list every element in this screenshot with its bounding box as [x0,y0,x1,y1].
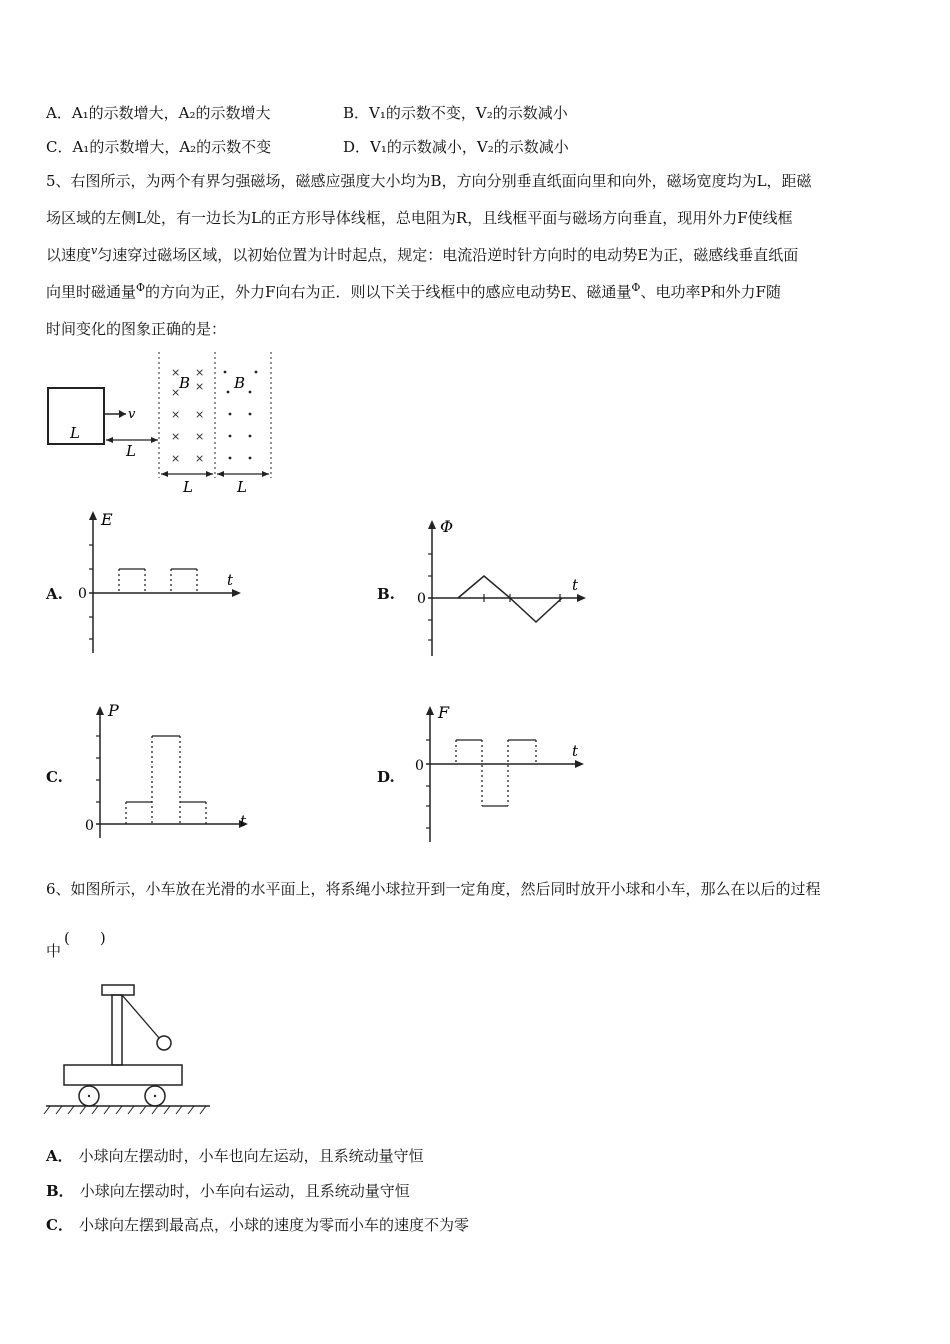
option-d-label: D. [377,768,395,786]
q6-stem: 6、如图所示，小车放在光滑的水平面上，将系绳小球拉开到一定角度，然后同时放开小球和小车，那么在以后的过程 [46,880,821,898]
q5-line-2: 场区域的左侧L处，有一边长为L的正方形导体线框，总电阻为R，且线框平面与磁场方向垂直，现用外力F使线框 [46,209,793,227]
svg-text:P: P [108,701,119,720]
width-label-2: L [237,478,247,496]
svg-text:×: × [171,408,181,421]
svg-text:×: × [171,452,181,465]
q6-stem-2: 中 [46,942,62,960]
graph-b [410,510,590,658]
q5-line-1: 5、右图所示，为两个有界匀强磁场，磁感应强度大小均为B，方向分别垂直纸面向里和向外，磁场宽度均为L，距磁 [46,172,812,190]
svg-text:×: × [195,430,205,443]
flux-symbol-2: Φ [631,281,641,294]
svg-text:×: × [171,366,181,379]
pendulum-string [122,995,160,1039]
gap-label: L [126,442,136,460]
svg-text:0: 0 [85,818,94,834]
svg-text:×: × [171,386,181,399]
svg-text:t: t [240,812,247,830]
svg-text:t: t [572,742,579,760]
svg-text:t: t [227,571,234,589]
pendulum-ball [157,1036,171,1050]
graph-c [82,698,257,843]
graph-a [75,505,245,655]
option-b-label: B. [377,585,395,603]
option-c-label: C. [46,768,63,786]
q6-option-c: C． 小球向左摆到最高点，小球的速度为零而小车的速度不为零 [46,1216,469,1234]
cart-body [64,1065,182,1085]
cart-pole [112,995,122,1065]
prev-option-d: D．V₁的示数减小，V₂的示数减小 [343,138,569,156]
q5-line-3: 以速度$^v$匀速穿过磁场区域，以初始位置为计时起点，规定：电流沿逆时针方向时的电动势E为正，磁感线垂直纸面 [46,244,799,264]
cart-top-bar [102,985,134,995]
width-label-1: L [183,478,193,496]
svg-text:E: E [101,510,113,529]
svg-text:×: × [171,430,181,443]
cart-pendulum-figure [44,982,214,1117]
field-label-out: B [234,374,246,392]
velocity-label: v [128,407,136,422]
frame-side-label: L [70,424,80,442]
q5-line-4: 向里时磁通量$^\Phi$的方向为正，外力F向右为正．则以下关于线框中的感应电动势E、磁通量$^\Phi$、电功率P和外力F随 [46,281,781,301]
svg-text:×: × [195,380,205,393]
svg-text:×: × [195,366,205,379]
q5-field-figure [40,350,280,500]
svg-text:Φ: Φ [440,517,454,536]
velocity-symbol: v [91,244,98,257]
option-a-label: A. [46,585,63,603]
svg-text:F: F [438,703,450,722]
flux-symbol: Φ [136,281,146,294]
prev-option-a: A．A₁的示数增大，A₂的示数增大 [46,104,271,122]
field-label-in: B [179,374,191,392]
svg-text:×: × [195,408,205,421]
prev-option-b: B．V₁的示数不变，V₂的示数减小 [343,104,568,122]
svg-text:×: × [195,452,205,465]
svg-text:0: 0 [415,758,424,774]
prev-option-c: C．A₁的示数增大，A₂的示数不变 [46,138,272,156]
graph-d [410,700,590,845]
svg-text:0: 0 [78,586,87,602]
answer-bracket: ( ) [64,929,106,947]
svg-text:0: 0 [417,591,426,607]
q6-option-a: A． 小球向左摆动时，小车也向左运动，且系统动量守恒 [46,1147,424,1165]
q6-option-b: B． 小球向左摆动时，小车向右运动，且系统动量守恒 [46,1182,410,1200]
q5-line-5: 时间变化的图象正确的是： [46,320,227,338]
svg-text:t: t [572,576,579,594]
